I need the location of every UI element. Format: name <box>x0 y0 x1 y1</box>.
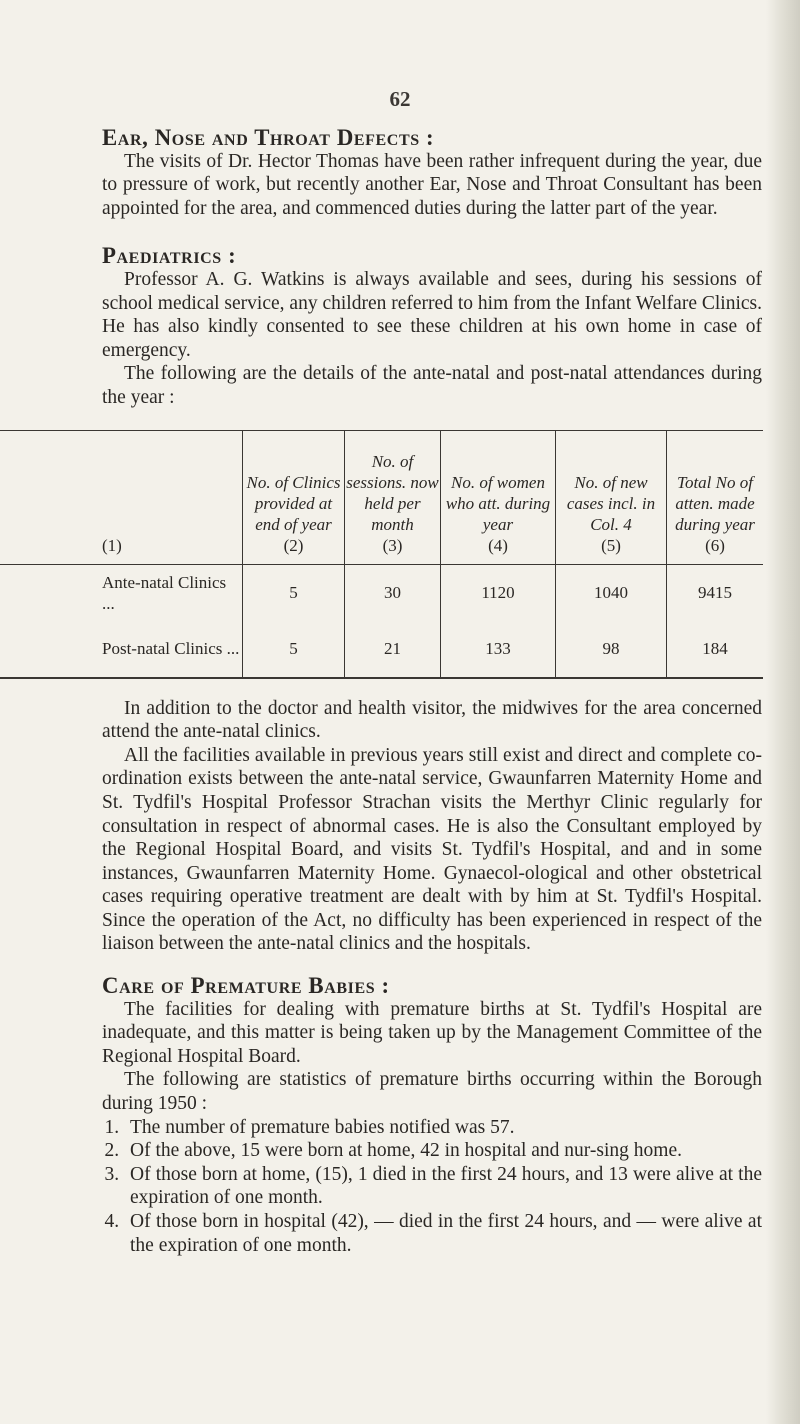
paediatrics-paragraph-2: The following are the details of the ante-natal and post-natal attendances during the year : <box>102 363 762 408</box>
paediatrics-heading: Paediatrics : <box>102 243 237 269</box>
after-table-paragraph-2: All the facilities available in previous years still exist and direct and complete co-ordination exists between the ante-natal service, Gwaunfarren Maternity Home and St. Tydfil's Hospital Professor Strachan visits the Merthyr Clinic regularly for consultation in respect of abnormal cases. He is also the Consultant employed by the Regional Hospital Board, and visits St. Tydfil's Hospital, and and in some instances, Gwaunfarren Maternity Home. Gynaecol-ological and other obstetrical cases requiring operative treatment are dealt with by him at St. Tydfil's Hospital. Since the operation of the Act, no difficulty has been experienced in respect of the liaison between the ante-natal clinics and the hospitals. <box>102 744 762 955</box>
page-number: 62 <box>389 87 411 111</box>
premature-paragraph-1: The facilities for dealing with premature births at St. Tydfil's Hospital are inadequate, and this matter is being taken up by the Management Committee of the Regional Hospital Board. <box>102 998 762 1067</box>
col-header-sessions: No. of sessions. now held per month (3) <box>345 430 441 564</box>
row-label: Post-natal Clinics ... <box>0 621 243 678</box>
col-header-new-cases: No. of new cases incl. in Col. 4 (5) <box>556 430 667 564</box>
list-item: 2. Of the above, 15 were born at home, 42 in hospital and nur-sing home. <box>124 1139 762 1163</box>
table-cell: 98 <box>556 621 667 678</box>
ent-paragraph: The visits of Dr. Hector Thomas have been rather infrequent during the year, due to pressure of work, but recently another Ear, Nose and Throat Consultant has been appointed for the area, and commenced duties during the latter part of the year. <box>102 150 762 219</box>
list-item: 3. Of those born at home, (15), 1 died in the first 24 hours, and 13 were alive at the expiration of one month. <box>124 1163 762 1210</box>
table-row <box>0 621 763 678</box>
premature-paragraph-2: The following are statistics of premature births occurring within the Borough during 1950 : <box>102 1069 762 1115</box>
premature-stats-list <box>102 1116 762 1258</box>
col-header-clinics-provided: No. of Clinics provided at end of year (2) <box>243 430 345 564</box>
table-cell: 133 <box>441 621 556 678</box>
table-cell: 30 <box>345 564 441 621</box>
col-header-women-attended: No. of women who att. during year (4) <box>441 430 556 564</box>
table-row <box>0 564 763 621</box>
after-table-paragraph-1: In addition to the doctor and health visitor, the midwives for the area concerned attend the ante-natal clinics. <box>102 697 762 743</box>
table-cell: 21 <box>345 621 441 678</box>
list-item: 4. Of those born in hospital (42), — died in the first 24 hours, and — were alive at the expiration of one month. <box>124 1210 762 1257</box>
premature-heading: Care of Premature Babies : <box>102 973 390 999</box>
page-content <box>102 126 762 1257</box>
table-header-row <box>0 430 763 564</box>
table-cell: 1040 <box>556 564 667 621</box>
table-cell: 184 <box>667 621 764 678</box>
table-cell: 5 <box>243 621 345 678</box>
row-label: Ante-natal Clinics ... <box>102 572 227 613</box>
col-header-1: (1) <box>0 430 243 564</box>
paediatrics-paragraph-1: Professor A. G. Watkins is always available and sees, during his sessions of school medical service, any children referred to him from the Infant Welfare Clinics. He has also kindly consented to see these children at his own home in case of emergency. <box>102 268 762 361</box>
table-cell: 5 <box>243 564 345 621</box>
table-cell: 1120 <box>441 564 556 621</box>
attendance-table <box>0 430 763 679</box>
table-cell: 9415 <box>667 564 764 621</box>
ent-heading: Ear, Nose and Throat Defects : <box>102 125 435 150</box>
list-item: 1. The number of premature babies notified was 57. <box>124 1116 762 1140</box>
col-header-total-attendances: Total No of atten. made during year (6) <box>667 430 764 564</box>
